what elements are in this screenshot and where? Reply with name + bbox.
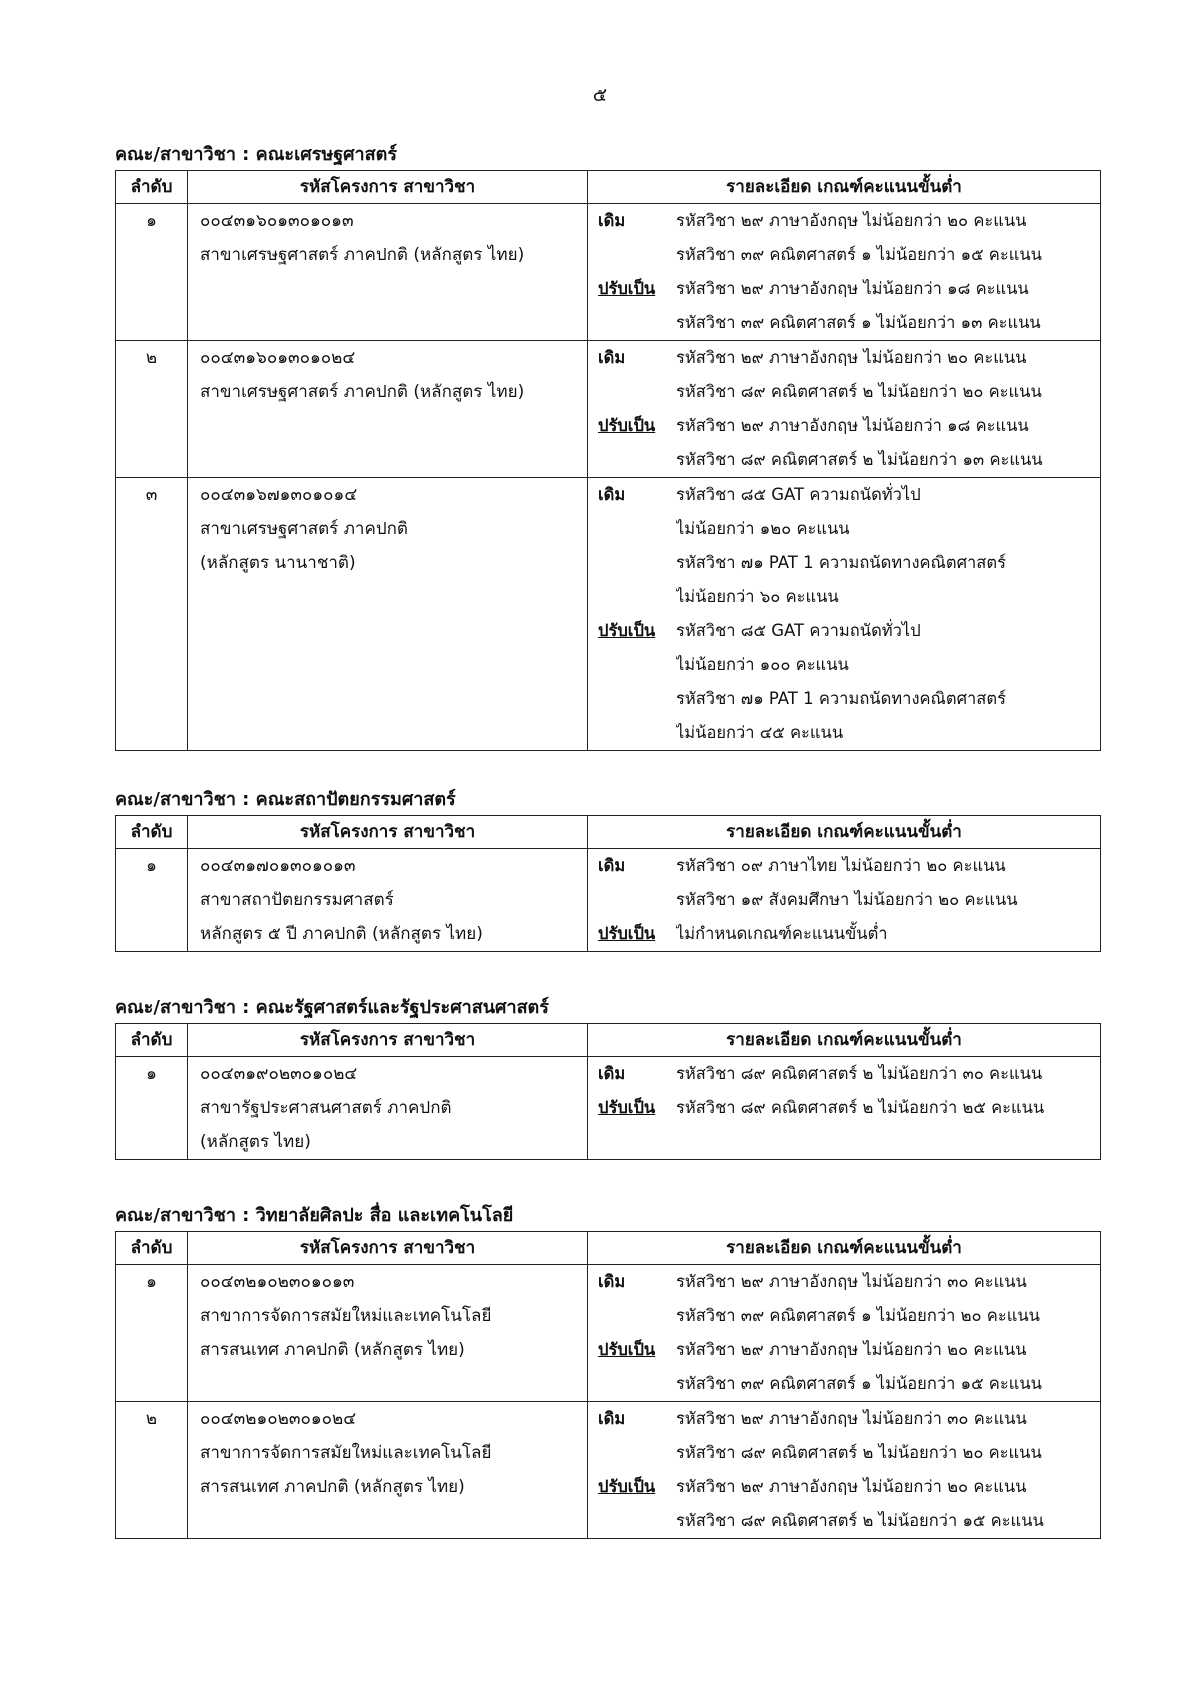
header-no: ลำดับ (116, 1232, 188, 1265)
criteria-line (588, 409, 1100, 443)
criteria-line (588, 1504, 1100, 1538)
criteria-line (588, 272, 1100, 306)
program-cell (188, 1265, 588, 1402)
criteria-line (588, 1299, 1100, 1333)
header-criteria: รายละเอียด เกณฑ์คะแนนขั้นต่ำ (588, 816, 1101, 849)
program-line: หลักสูตร ๕ ปี ภาคปกติ (หลักสูตร ไทย) (200, 924, 483, 944)
criteria-label: ปรับเป็น (598, 1477, 656, 1496)
row-number-cell (116, 1402, 188, 1539)
criteria-cell (588, 1265, 1101, 1402)
program-line: (หลักสูตร นานาชาติ) (200, 553, 356, 573)
faculty-label: คณะ/สาขาวิชา : (115, 997, 250, 1018)
criteria-line (588, 1333, 1100, 1367)
criteria-text: รหัสวิชา ๘๙ คณิตศาสตร์ ๒ ไม่น้อยกว่า ๓๐ คะแนน (676, 1064, 1043, 1083)
criteria-line (588, 1265, 1100, 1299)
criteria-text: ไม่กำหนดเกณฑ์คะแนนขั้นต่ำ (676, 924, 888, 943)
table-row (116, 1265, 1101, 1402)
criteria-cell (588, 341, 1101, 478)
criteria-text: รหัสวิชา ๒๙ ภาษาอังกฤษ ไม่น้อยกว่า ๒๐ คะแนน (676, 1477, 1027, 1496)
criteria-line (588, 546, 1100, 580)
criteria-text: รหัสวิชา ๓๙ คณิตศาสตร์ ๑ ไม่น้อยกว่า ๑๕ คะแนน (676, 245, 1042, 264)
program-cell (188, 849, 588, 952)
criteria-text: รหัสวิชา ๑๙ สังคมศึกษา ไม่น้อยกว่า ๒๐ คะแนน (676, 890, 1018, 909)
row-number: ๑ (146, 1272, 157, 1292)
criteria-label (588, 443, 676, 477)
row-number: ๒ (145, 348, 158, 368)
criteria-label (588, 306, 676, 340)
criteria-label (588, 682, 676, 716)
program-cell (188, 478, 588, 751)
criteria-label: ปรับเป็น (598, 621, 656, 640)
criteria-text: รหัสวิชา ๘๙ คณิตศาสตร์ ๒ ไม่น้อยกว่า ๒๐ คะแนน (676, 1443, 1042, 1462)
criteria-text: รหัสวิชา ๘๙ คณิตศาสตร์ ๒ ไม่น้อยกว่า ๒๐ คะแนน (676, 382, 1042, 401)
header-criteria: รายละเอียด เกณฑ์คะแนนขั้นต่ำ (588, 171, 1101, 204)
criteria-text: ไม่น้อยกว่า ๔๕ คะแนน (676, 723, 844, 742)
criteria-line (588, 716, 1100, 750)
faculty-name: คณะเศรษฐศาสตร์ (255, 144, 397, 165)
criteria-table (115, 815, 1101, 952)
section-economics (115, 140, 1100, 751)
section-architecture (115, 785, 1100, 952)
criteria-label: ปรับเป็น (598, 279, 656, 298)
row-number: ๓ (145, 485, 158, 505)
criteria-line (588, 682, 1100, 716)
header-row (116, 1232, 1101, 1265)
criteria-table (115, 170, 1101, 751)
row-number-cell (116, 1057, 188, 1160)
header-program: รหัสโครงการ สาขาวิชา (188, 171, 588, 204)
program-line: สาขาเศรษฐศาสตร์ ภาคปกติ (200, 519, 408, 539)
header-row (116, 171, 1101, 204)
criteria-text: ไม่น้อยกว่า ๑๒๐ คะแนน (676, 519, 850, 538)
program-line: สาขาการจัดการสมัยใหม่และเทคโนโลยี (200, 1306, 492, 1326)
program-line: สาขาเศรษฐศาสตร์ ภาคปกติ (หลักสูตร ไทย) (200, 382, 525, 402)
row-number: ๒ (145, 1409, 158, 1429)
criteria-line (588, 204, 1100, 238)
header-no: ลำดับ (116, 171, 188, 204)
criteria-label (588, 1504, 676, 1538)
criteria-line (588, 1436, 1100, 1470)
criteria-text: รหัสวิชา ๘๙ คณิตศาสตร์ ๒ ไม่น้อยกว่า ๑๓ คะแนน (676, 450, 1043, 469)
criteria-text: รหัสวิชา ๒๙ ภาษาอังกฤษ ไม่น้อยกว่า ๒๐ คะแนน (676, 1340, 1027, 1359)
criteria-label: ปรับเป็น (598, 1340, 656, 1359)
program-cell (188, 341, 588, 478)
table-row (116, 204, 1101, 341)
program-cell (188, 1402, 588, 1539)
row-number-cell (116, 478, 188, 751)
criteria-text: รหัสวิชา ๗๑ PAT 1 ความถนัดทางคณิตศาสตร์ (676, 553, 1006, 572)
table-row (116, 341, 1101, 478)
criteria-label (588, 648, 676, 682)
row-number-cell (116, 1265, 188, 1402)
criteria-text: รหัสวิชา ๐๙ ภาษาไทย ไม่น้อยกว่า ๒๐ คะแนน (676, 856, 1006, 875)
row-number: ๑ (146, 1064, 157, 1084)
program-line: สารสนเทศ ภาคปกติ (หลักสูตร ไทย) (200, 1477, 465, 1497)
criteria-cell (588, 478, 1101, 751)
header-row (116, 1024, 1101, 1057)
criteria-cell (588, 1057, 1101, 1160)
criteria-text: รหัสวิชา ๒๙ ภาษาอังกฤษ ไม่น้อยกว่า ๓๐ คะแนน (676, 1272, 1027, 1291)
criteria-line (588, 478, 1100, 512)
program-line: สาขาการจัดการสมัยใหม่และเทคโนโลยี (200, 1443, 492, 1463)
criteria-line (588, 238, 1100, 272)
row-number: ๑ (146, 211, 157, 231)
criteria-cell (588, 204, 1101, 341)
criteria-text: ไม่น้อยกว่า ๖๐ คะแนน (676, 587, 839, 606)
criteria-line (588, 341, 1100, 375)
criteria-text: รหัสวิชา ๒๙ ภาษาอังกฤษ ไม่น้อยกว่า ๑๘ คะแนน (676, 279, 1029, 298)
criteria-line (588, 375, 1100, 409)
program-code: ๐๐๔๓๒๑๐๒๓๐๑๐๑๓ (200, 1272, 355, 1292)
criteria-label (588, 238, 676, 272)
section-title (115, 785, 1100, 815)
header-row (116, 816, 1101, 849)
table-row (116, 1057, 1101, 1160)
faculty-label: คณะ/สาขาวิชา : (115, 144, 250, 165)
header-criteria: รายละเอียด เกณฑ์คะแนนขั้นต่ำ (588, 1232, 1101, 1265)
program-cell (188, 1057, 588, 1160)
table-row (116, 1402, 1101, 1539)
faculty-label: คณะ/สาขาวิชา : (115, 1205, 250, 1226)
section-title (115, 140, 1100, 170)
row-number-cell (116, 204, 188, 341)
criteria-line (588, 917, 1100, 951)
page-number: ๕ (592, 84, 608, 106)
criteria-label (588, 716, 676, 750)
criteria-label (588, 580, 676, 614)
section-title (115, 993, 1100, 1023)
criteria-text: รหัสวิชา ๓๙ คณิตศาสตร์ ๑ ไม่น้อยกว่า ๑๓ คะแนน (676, 313, 1041, 332)
header-no: ลำดับ (116, 1024, 188, 1057)
criteria-label: ปรับเป็น (598, 416, 656, 435)
criteria-line (588, 614, 1100, 648)
program-code: ๐๐๔๓๑๖๐๑๓๐๑๐๒๔ (200, 348, 356, 368)
program-code: ๐๐๔๓๑๖๗๑๓๐๑๐๑๔ (200, 485, 358, 505)
criteria-label: เดิม (598, 1064, 626, 1083)
criteria-label (588, 883, 676, 917)
program-code: ๐๐๔๓๑๗๐๑๓๐๑๐๑๓ (200, 856, 356, 876)
header-program: รหัสโครงการ สาขาวิชา (188, 816, 588, 849)
criteria-label: เดิม (598, 856, 626, 875)
faculty-name: คณะสถาปัตยกรรมศาสตร์ (255, 789, 456, 810)
program-cell (188, 204, 588, 341)
criteria-label (588, 375, 676, 409)
criteria-line (588, 580, 1100, 614)
program-line: สาขาเศรษฐศาสตร์ ภาคปกติ (หลักสูตร ไทย) (200, 245, 525, 265)
program-line: สาขาสถาปัตยกรรมศาสตร์ (200, 890, 394, 910)
criteria-label: ปรับเป็น (598, 1098, 656, 1117)
faculty-name: วิทยาลัยศิลปะ สื่อ และเทคโนโลยี (255, 1205, 514, 1226)
criteria-text: รหัสวิชา ๒๙ ภาษาอังกฤษ ไม่น้อยกว่า ๑๘ คะแนน (676, 416, 1029, 435)
faculty-name: คณะรัฐศาสตร์และรัฐประศาสนศาสตร์ (255, 997, 549, 1018)
program-code: ๐๐๔๓๒๑๐๒๓๐๑๐๒๔ (200, 1409, 357, 1429)
header-program: รหัสโครงการ สาขาวิชา (188, 1024, 588, 1057)
criteria-label (588, 512, 676, 546)
section-political-science (115, 993, 1100, 1160)
criteria-line (588, 849, 1100, 883)
criteria-label: เดิม (598, 1409, 626, 1428)
criteria-text: รหัสวิชา ๘๙ คณิตศาสตร์ ๒ ไม่น้อยกว่า ๑๕ คะแนน (676, 1511, 1044, 1530)
criteria-line (588, 443, 1100, 477)
section-title (115, 1201, 1100, 1231)
criteria-line (588, 306, 1100, 340)
header-criteria: รายละเอียด เกณฑ์คะแนนขั้นต่ำ (588, 1024, 1101, 1057)
program-code: ๐๐๔๓๑๙๐๒๓๐๑๐๒๔ (200, 1064, 358, 1084)
program-code: ๐๐๔๓๑๖๐๑๓๐๑๐๑๓ (200, 211, 354, 231)
criteria-label (588, 546, 676, 580)
criteria-label: เดิม (598, 211, 626, 230)
criteria-label: ปรับเป็น (598, 924, 656, 943)
criteria-table (115, 1231, 1101, 1539)
row-number-cell (116, 341, 188, 478)
criteria-text: รหัสวิชา ๒๙ ภาษาอังกฤษ ไม่น้อยกว่า ๒๐ คะแนน (676, 348, 1027, 367)
criteria-label (588, 1367, 676, 1401)
row-number: ๑ (146, 856, 157, 876)
criteria-cell (588, 1402, 1101, 1539)
criteria-text: รหัสวิชา ๓๙ คณิตศาสตร์ ๑ ไม่น้อยกว่า ๒๐ คะแนน (676, 1306, 1040, 1325)
program-line: (หลักสูตร ไทย) (200, 1132, 311, 1152)
criteria-label: เดิม (598, 348, 626, 367)
criteria-label: เดิม (598, 485, 626, 504)
criteria-text: รหัสวิชา ๘๙ คณิตศาสตร์ ๒ ไม่น้อยกว่า ๒๕ คะแนน (676, 1098, 1045, 1117)
criteria-line (588, 1367, 1100, 1401)
criteria-text: รหัสวิชา ๓๙ คณิตศาสตร์ ๑ ไม่น้อยกว่า ๑๕ คะแนน (676, 1374, 1042, 1393)
criteria-label: เดิม (598, 1272, 626, 1291)
row-number-cell (116, 849, 188, 952)
criteria-text: รหัสวิชา ๒๙ ภาษาอังกฤษ ไม่น้อยกว่า ๓๐ คะแนน (676, 1409, 1027, 1428)
criteria-text: รหัสวิชา ๘๕ GAT ความถนัดทั่วไป (676, 621, 921, 640)
criteria-line (588, 883, 1100, 917)
criteria-line (588, 1470, 1100, 1504)
section-arts-media-technology (115, 1201, 1100, 1539)
table-row (116, 849, 1101, 952)
criteria-text: รหัสวิชา ๗๑ PAT 1 ความถนัดทางคณิตศาสตร์ (676, 689, 1006, 708)
criteria-text: รหัสวิชา ๒๙ ภาษาอังกฤษ ไม่น้อยกว่า ๒๐ คะแนน (676, 211, 1027, 230)
table-row (116, 478, 1101, 751)
criteria-line (588, 1402, 1100, 1436)
criteria-line (588, 1057, 1100, 1091)
header-no: ลำดับ (116, 816, 188, 849)
criteria-table (115, 1023, 1101, 1160)
header-program: รหัสโครงการ สาขาวิชา (188, 1232, 588, 1265)
criteria-label (588, 1436, 676, 1470)
faculty-label: คณะ/สาขาวิชา : (115, 789, 250, 810)
criteria-cell (588, 849, 1101, 952)
criteria-line (588, 648, 1100, 682)
criteria-label (588, 1299, 676, 1333)
criteria-line (588, 512, 1100, 546)
criteria-line (588, 1091, 1100, 1125)
program-line: สาขารัฐประศาสนศาสตร์ ภาคปกติ (200, 1098, 452, 1118)
criteria-text: รหัสวิชา ๘๕ GAT ความถนัดทั่วไป (676, 485, 921, 504)
program-line: สารสนเทศ ภาคปกติ (หลักสูตร ไทย) (200, 1340, 465, 1360)
criteria-text: ไม่น้อยกว่า ๑๐๐ คะแนน (676, 655, 849, 674)
